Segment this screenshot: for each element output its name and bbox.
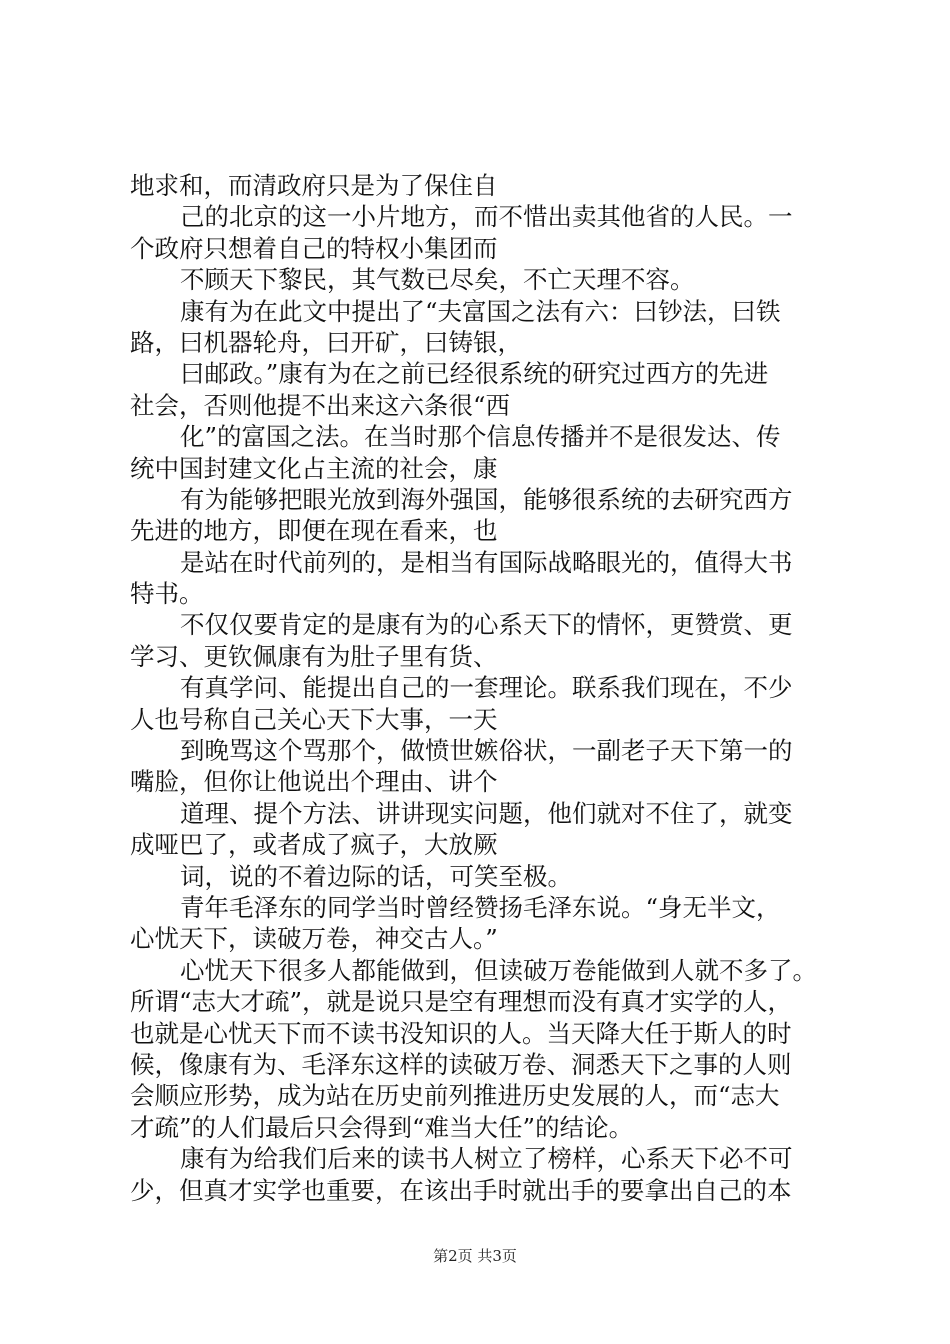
text-line: 才疏”的人们最后只会得到“难当大任”的结论。 bbox=[130, 1112, 634, 1142]
text-line: 个政府只想着自己的特权小集团而 bbox=[130, 233, 498, 263]
text-line: 会顺应形势，成为站在历史前列推进历史发展的人，而“志大 bbox=[130, 1081, 780, 1111]
text-line: 统中国封建文化占主流的社会，康 bbox=[130, 453, 498, 483]
text-line: 学习、更钦佩康有为肚子里有货、 bbox=[130, 641, 498, 671]
text-line: 道理、提个方法、讲讲现实问题，他们就对不住了，就变 bbox=[180, 798, 793, 828]
document-body bbox=[130, 170, 830, 1206]
page-footer: 第2页 共3页 bbox=[433, 1247, 517, 1265]
text-line: 康有为在此文中提出了“夫富国之法有六：曰钞法，曰铁 bbox=[180, 296, 781, 326]
text-line: 所谓“志大才疏”，就是说只是空有理想而没有真才实学的人， bbox=[130, 987, 793, 1017]
text-line: 词，说的不着边际的话，可笑至极。 bbox=[180, 861, 572, 891]
text-line: 心忧天下，读破万卷，神交古人。” bbox=[130, 924, 498, 954]
text-line: 不顾天下黎民，其气数已尽矣，不亡天理不容。 bbox=[180, 265, 695, 295]
text-line: 少，但真才实学也重要，在该出手时就出手的要拿出自己的本 bbox=[130, 1175, 792, 1205]
text-line: 路，曰机器轮舟，曰开矿，曰铸银， bbox=[130, 327, 522, 357]
text-line: 曰邮政。”康有为在之前已经很系统的研究过西方的先进 bbox=[180, 359, 769, 389]
text-line: 心忧天下很多人都能做到，但读破万卷能做到人就不多了。 bbox=[180, 955, 817, 985]
text-line: 人也号称自己关心天下大事，一天 bbox=[130, 704, 498, 734]
text-line: 化”的富国之法。在当时那个信息传播并不是很发达、传 bbox=[180, 422, 781, 452]
text-line: 是站在时代前列的，是相当有国际战略眼光的，值得大书 bbox=[180, 547, 793, 577]
text-line: 先进的地方，即便在现在看来，也 bbox=[130, 516, 498, 546]
text-line: 候，像康有为、毛泽东这样的读破万卷、洞悉天下之事的人则 bbox=[130, 1049, 792, 1079]
text-line: 有真学问、能提出自己的一套理论。联系我们现在，不少 bbox=[180, 673, 793, 703]
text-line: 成哑巴了，或者成了疯子，大放厥 bbox=[130, 830, 498, 860]
text-line: 也就是心忧天下而不读书没知识的人。当天降大任于斯人的时 bbox=[130, 1018, 792, 1048]
text-line: 有为能够把眼光放到海外强国，能够很系统的去研究西方 bbox=[180, 484, 793, 514]
text-line: 社会，否则他提不出来这六条很“西 bbox=[130, 390, 511, 420]
text-line: 到晚骂这个骂那个，做愤世嫉俗状，一副老子天下第一的 bbox=[180, 736, 793, 766]
text-line: 特书。 bbox=[130, 579, 204, 609]
text-line: 青年毛泽东的同学当时曾经赞扬毛泽东说。“身无半文， bbox=[180, 892, 781, 922]
text-line: 不仅仅要肯定的是康有为的心系天下的情怀，更赞赏、更 bbox=[180, 610, 793, 640]
text-line: 康有为给我们后来的读书人树立了榜样，心系天下必不可 bbox=[180, 1144, 793, 1174]
text-line: 嘴脸，但你让他说出个理由、讲个 bbox=[130, 767, 498, 797]
text-line: 己的北京的这一小片地方，而不惜出卖其他省的人民。一 bbox=[180, 202, 793, 232]
text-line: 地求和，而清政府只是为了保住自 bbox=[130, 171, 498, 200]
